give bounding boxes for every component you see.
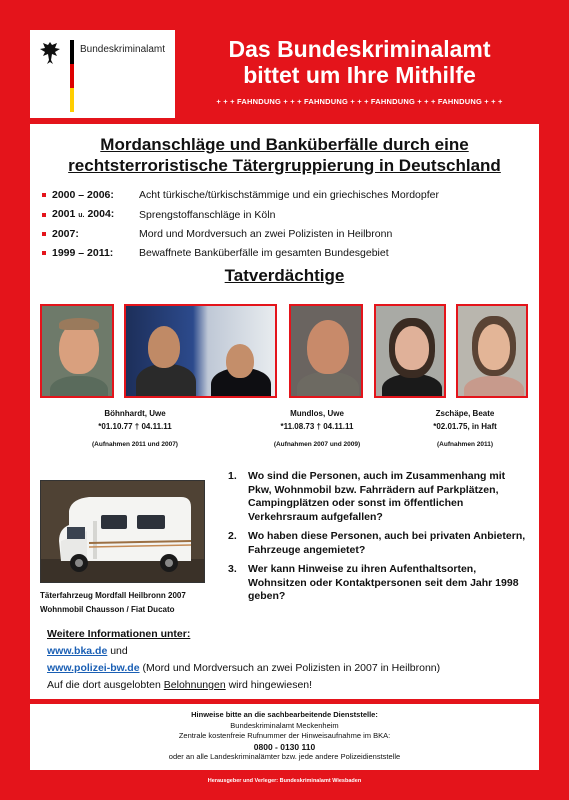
footer-line1: Bundeskriminalamt Meckenheim xyxy=(230,720,339,730)
suspect-caption-mundlos xyxy=(232,407,402,451)
bka-link[interactable]: www.bka.de xyxy=(47,645,108,657)
fact-text: Mord und Mordversuch an zwei Polizisten in Heilbronn xyxy=(139,228,393,240)
question-number: 2. xyxy=(228,530,237,542)
question-item xyxy=(228,530,528,557)
polizei-bw-link[interactable]: www.polizei-bw.de xyxy=(47,662,140,674)
question-text: Wer kann Hinweise zu ihren Aufenthaltsorten, Wohnsitzen oder Kontaktpersonen seit dem Jahr 1998 geben? xyxy=(248,563,519,602)
suspect-name: Böhnhardt, Uwe xyxy=(104,409,166,418)
fact-item xyxy=(42,186,539,205)
bka-logo xyxy=(30,30,175,118)
and-text: und xyxy=(107,645,128,657)
german-flag-bar xyxy=(70,40,74,112)
bullet-icon xyxy=(42,232,46,236)
fact-text: Sprengstoffanschläge in Köln xyxy=(139,208,276,221)
suspect-photo-note: (Aufnahmen 2011) xyxy=(437,441,493,448)
camper-caption-line1: Täterfahrzeug Mordfall Heilbronn 2007 xyxy=(40,591,186,600)
camper-photo xyxy=(40,480,205,583)
more-info-title: Weitere Informationen unter: xyxy=(47,628,191,640)
camper-illustration xyxy=(41,481,205,583)
suspects-title: Tatverdächtige xyxy=(224,266,345,285)
fact-year: 2000 – 2006: xyxy=(52,189,114,201)
fact-text: Bewaffnete Banküberfälle im gesamten Bundesgebiet xyxy=(139,246,389,259)
question-item xyxy=(228,470,528,524)
eagle-icon xyxy=(38,40,62,66)
fact-text: Acht türkische/türkischstämmige und ein griechisches Mordopfer xyxy=(139,189,439,201)
fact-year: 2007: xyxy=(52,228,79,240)
more-info xyxy=(47,626,440,694)
camper-caption xyxy=(40,589,186,617)
footer-line3: oder an alle Landeskriminalämter bzw. jede andere Polizeidienststelle xyxy=(168,752,401,761)
main-heading xyxy=(30,134,539,176)
suspect-photo-note: (Aufnahmen 2007 und 2009) xyxy=(273,441,361,448)
questions-list xyxy=(228,470,528,610)
polizei-bw-note: (Mord und Mordversuch an zwei Polizisten in 2007 in Heilbronn) xyxy=(139,662,441,674)
footer-contact xyxy=(30,704,539,770)
page-title-line2: bittet um Ihre Mithilfe xyxy=(243,62,476,88)
footer-phone: 0800 - 0130 110 xyxy=(253,741,316,752)
bullet-icon xyxy=(42,251,46,255)
heading-line1: Mordanschläge und Banküberfälle durch eine xyxy=(100,135,469,154)
facts-list xyxy=(42,186,539,262)
fact-item xyxy=(42,205,539,226)
suspect-dates: *11.08.73 † 04.11.11 xyxy=(280,422,354,431)
suspect-photo-boehnhardt-1 xyxy=(40,304,114,398)
suspect-photo-boehnhardt-2 xyxy=(124,304,277,398)
suspect-photo-mundlos xyxy=(289,304,363,398)
reward-line: Auf die dort ausgelobten Belohnungen wird hingewiesen! xyxy=(47,679,313,691)
reward-word: Belohnungen xyxy=(163,679,226,691)
header xyxy=(180,30,539,118)
suspect-caption-boehnhardt xyxy=(50,407,220,451)
question-text: Wo sind die Personen, auch im Zusammenhang mit Pkw, Wohnmobil bzw. Fahrrädern auf Parkplätzen, Campingplätzen oder sonst im öffentlichen Verkehrsraum aufgefallen? xyxy=(248,470,506,523)
suspect-photo-zschaepe-1 xyxy=(374,304,446,398)
suspect-name: Mundlos, Uwe xyxy=(290,409,344,418)
main-content xyxy=(30,124,539,699)
heading-line2: rechtsterroristische Tätergruppierung in Deutschland xyxy=(68,156,501,175)
fact-year: 1999 – 2011: xyxy=(52,246,114,259)
suspect-dates: *01.10.77 † 04.11.11 xyxy=(98,422,172,431)
more-info-line1 xyxy=(47,643,440,660)
suspect-caption-zschaepe xyxy=(400,407,530,451)
fact-year: 2001 u. 2004: xyxy=(52,207,115,220)
bullet-icon xyxy=(42,193,46,197)
suspect-photo-note: (Aufnahmen 2011 und 2007) xyxy=(92,441,178,448)
footer-title: Hinweise bitte an die sachbearbeitende Dienststelle: xyxy=(191,710,378,719)
question-number: 1. xyxy=(228,470,237,482)
bullet-icon xyxy=(42,213,46,217)
suspect-photo-zschaepe-2 xyxy=(456,304,528,398)
question-number: 3. xyxy=(228,563,237,575)
camper-caption-line2: Wohnmobil Chausson / Fiat Ducato xyxy=(40,605,175,614)
fact-item xyxy=(42,244,539,263)
footer-line2: Zentrale kostenfreie Rufnummer der Hinweisaufnahme im BKA: xyxy=(178,731,391,740)
suspect-name: Zschäpe, Beate xyxy=(435,409,495,418)
logo-text: Bundeskriminalamt xyxy=(80,44,166,55)
more-info-line2 xyxy=(47,660,440,677)
page-title-line1: Das Bundeskriminalamt xyxy=(228,36,491,62)
fact-item xyxy=(42,225,539,244)
suspect-dates: *02.01.75, in Haft xyxy=(433,422,497,431)
question-text: Wo haben diese Personen, auch bei privaten Anbietern, Fahrzeuge angemietet? xyxy=(248,530,526,556)
publisher-note: Herausgeber und Verleger: Bundeskriminalamt Wiesbaden xyxy=(207,778,362,784)
fahndung-banner: + + + FAHNDUNG + + + FAHNDUNG + + + FAHNDUNG + + + FAHNDUNG + + + xyxy=(216,97,503,106)
question-item xyxy=(228,563,528,604)
